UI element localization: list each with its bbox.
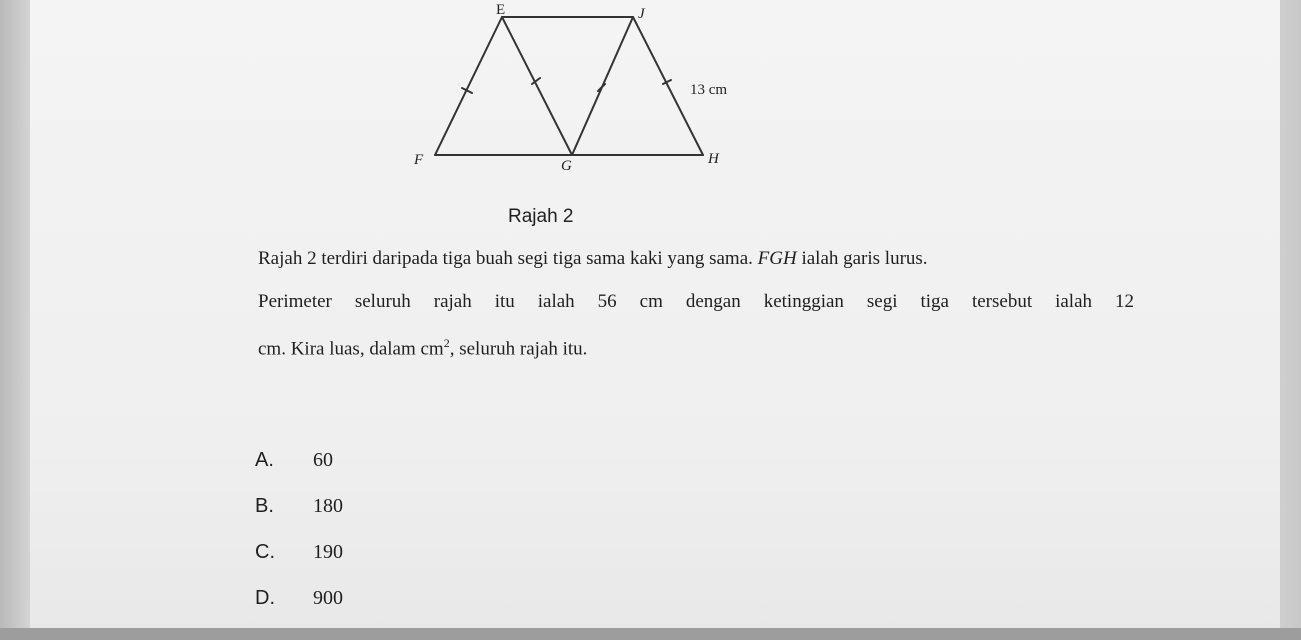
option-letter: C.: [255, 541, 275, 563]
label-g: G: [561, 158, 572, 174]
option-c[interactable]: [255, 541, 343, 564]
label-side-length: 13 cm: [690, 82, 728, 98]
option-letter: A.: [255, 449, 274, 471]
option-b[interactable]: [255, 495, 343, 518]
option-d[interactable]: [255, 587, 343, 610]
triangle-diagram: [0, 0, 1301, 230]
label-j: J: [638, 6, 645, 22]
option-value: 180: [313, 495, 343, 517]
line-fe: [435, 17, 502, 155]
table-edge: [0, 628, 1301, 640]
option-letter: D.: [255, 587, 275, 609]
question-line-2: Perimeter seluruh rajah itu ialah 56 cm dengan ketinggian segi tiga tersebut ialah 12: [258, 291, 1134, 312]
label-h: H: [708, 151, 719, 167]
label-e: E: [496, 2, 506, 18]
option-a[interactable]: [255, 449, 333, 472]
option-letter: B.: [255, 495, 274, 517]
question-line-3: cm. Kira luas, dalam $cm^2$, seluruh rajah itu.: [258, 336, 588, 360]
option-value: 60: [313, 449, 333, 471]
option-value: 190: [313, 541, 343, 563]
option-value: 900: [313, 587, 343, 609]
label-f: F: [414, 152, 424, 168]
figure-caption: Rajah 2: [508, 206, 574, 227]
line-eg: [502, 17, 572, 155]
question-line-1: Rajah 2 terdiri daripada tiga buah segi tiga sama kaki yang sama. FGH ialah garis lurus.: [258, 248, 928, 269]
